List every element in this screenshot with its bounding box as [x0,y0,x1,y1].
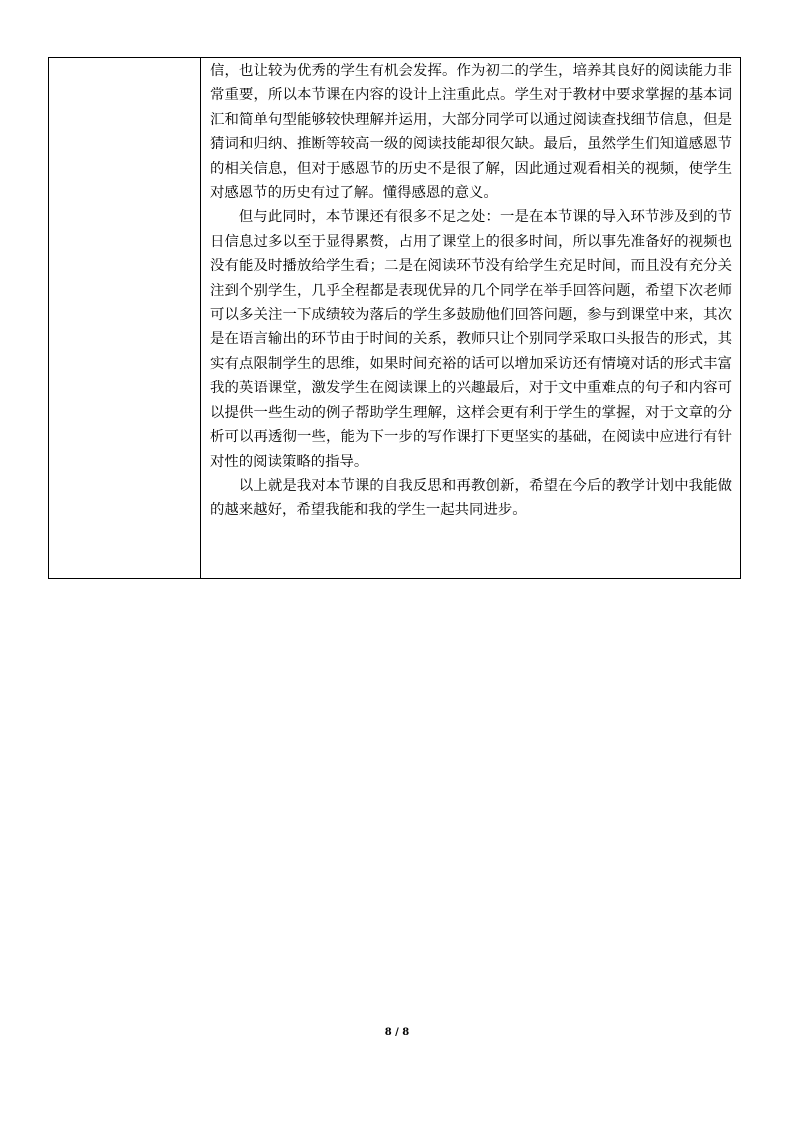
paragraph-shortcomings: 但与此同时，本节课还有很多不足之处：一是在本节课的导入环节涉及到的节日信息过多以至于显得累赘，占用了课堂上的很多时间，所以事先准备好的视频也没有能及时播放给学生看；二是在阅读环节没有给学生充足时间，而且没有充分关注到个别学生，几乎全程都是表现优异的几个同学在举手回答问题，希望下次老师可以多关注一下成绩较为落后的学生多鼓励他们回答问题，参与到课堂中来，其次是在语言输出的环节由于时间的关系，教师只让个别同学采取口头报告的形式，其实有点限制学生的思维，如果时间充裕的话可以增加采访还有情境对话的形式丰富我的英语课堂，激发学生在阅读课上的兴趣最后，对于文中重难点的句子和内容可以提供一些生动的例子帮助学生理解，这样会更有利于学生的掌握，对于文章的分析可以再透彻一些，能为下一步的写作课打下更坚实的基础，在阅读中应进行有针对性的阅读策略的指导。 [210,209,732,470]
table-content-cell [201,58,740,578]
page-number: 8 / 8 [384,1027,410,1038]
reflection-table [48,57,741,579]
table-label-cell [49,58,201,578]
paragraph-continuation: 信，也让较为优秀的学生有机会发挥。作为初二的学生，培养其良好的阅读能力非常重要，所以本节课在内容的设计上注重此点。学生对于教材中要求掌握的基本词汇和简单句型能够较快理解并运用，大部分同学可以通过阅读查找细节信息，但是猜词和归纳、推断等较高一级的阅读技能却很欠缺。最后，虽然学生们知道感恩节的相关信息，但对于感恩节的历史不是很了解，因此通过观看相关的视频，使学生对感恩节的历史有过了解。懂得感恩的意义。 [210,63,732,202]
paragraph-conclusion: 以上就是我对本节课的自我反思和再教创新，希望在今后的教学计划中我能做的越来越好，希望我能和我的学生一起共同进步。 [210,477,732,519]
